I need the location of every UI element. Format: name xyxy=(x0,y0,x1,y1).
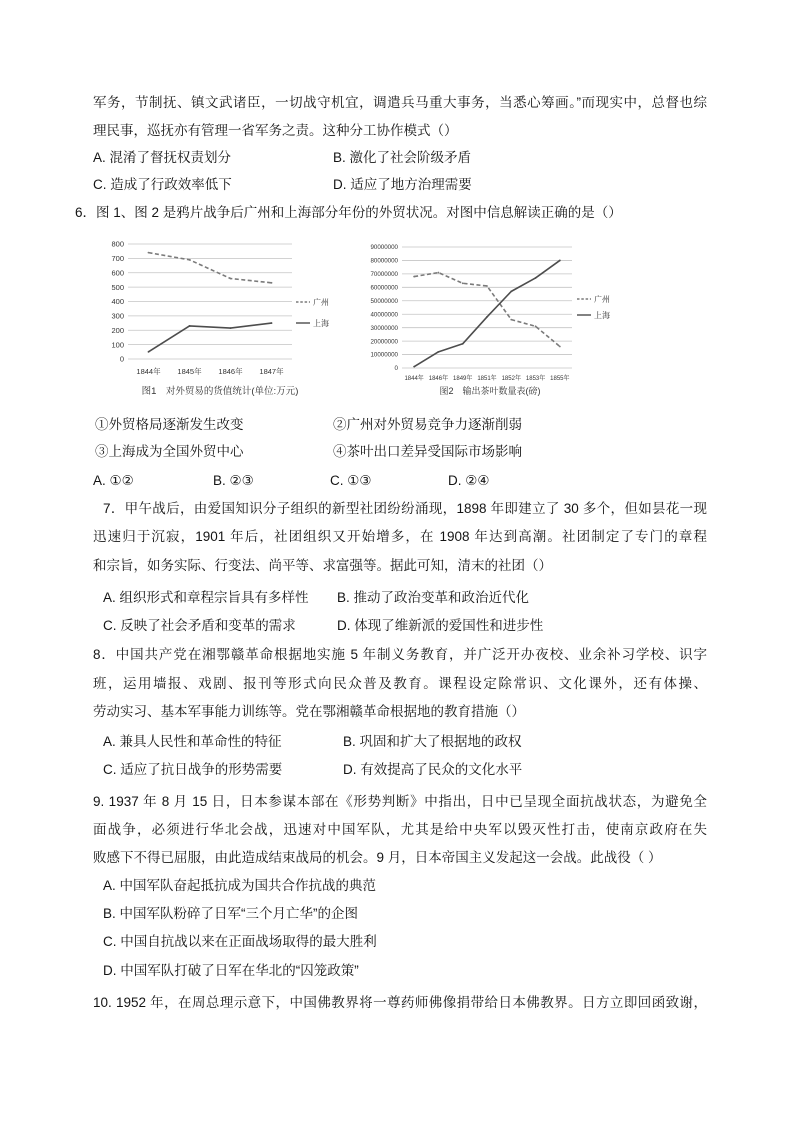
fig2-xtick-label: 1849年 xyxy=(453,376,473,382)
q7-stem-line: 和宗旨，如务实际、行变法、尚平等、求富强等。据此可知，清末的社团（） xyxy=(93,558,552,573)
figure-1-line-chart xyxy=(100,235,345,400)
q8-option-c: C. 适应了抗日战争的形势需要 xyxy=(103,762,283,777)
q5-stem-line: 理民事，巡抚亦有管理一省军务之责。这种分工协作模式（） xyxy=(93,123,458,138)
fig2-data-point xyxy=(438,351,440,353)
fig2-ytick-label: 20000000 xyxy=(370,338,398,346)
fig1-caption: 图1 对外贸易的货值统计(单位:万元) xyxy=(141,386,299,397)
fig1-ytick-label: 100 xyxy=(111,340,124,350)
fig1-data-point xyxy=(271,322,273,324)
q6-option-b: B. ②③ xyxy=(213,473,254,488)
fig1-xtick-label: 1845年 xyxy=(177,367,202,376)
fig2-ytick-label: 70000000 xyxy=(370,271,398,279)
q6-option-a: A. ①② xyxy=(93,473,134,488)
q8-stem-line: 班，运用墙报、戏剧、报刊等形式向民众普及教育。课程设定除常识、文化课外，还有体操、 xyxy=(93,676,707,691)
fig1-ytick-label: 600 xyxy=(111,268,124,278)
fig2-data-point xyxy=(486,316,488,318)
q5-option-c: C. 造成了行政效率低下 xyxy=(93,177,232,192)
fig2-ytick-label: 50000000 xyxy=(370,297,398,305)
fig1-data-point xyxy=(230,327,232,329)
q10-stem-line: 10. 1952 年，在周总理示意下，中国佛教界将一尊药师佛像捐带给日本佛教界。日方立即回函致谢， xyxy=(93,995,707,1010)
fig1-ytick-label: 400 xyxy=(111,297,124,307)
fig2-data-point xyxy=(535,325,537,327)
fig2-data-point xyxy=(559,346,561,348)
fig2-ytick-label: 80000000 xyxy=(370,257,398,265)
fig2-ytick-label: 30000000 xyxy=(370,324,398,332)
fig1-series-line-1 xyxy=(149,253,272,283)
fig1-data-point xyxy=(271,282,273,284)
fig2-caption: 图2 输出茶叶数量表(磅) xyxy=(439,386,541,396)
fig1-data-point xyxy=(189,325,191,327)
q9-stem-line: 面战争，必须进行华北会战，迅速对中国军队，尤其是给中央军以毁灭性打击，使南京政府在失 xyxy=(93,822,707,837)
fig2-ytick-label: 90000000 xyxy=(370,244,398,252)
fig2-xtick-label: 1851年 xyxy=(477,376,497,382)
fig2-data-point xyxy=(462,282,464,284)
fig1-xtick-label: 1844年 xyxy=(136,367,161,376)
q7-option-a: A. 组织形式和章程宗旨具有多样性 xyxy=(103,590,309,605)
q6-statement-1: ①外贸格局逐渐发生改变 xyxy=(95,417,244,432)
fig2-ytick-label: 60000000 xyxy=(370,284,398,292)
q9-option-b: B. 中国军队粉碎了日军“三个月亡华”的企图 xyxy=(103,906,358,921)
fig2-xtick-label: 1846年 xyxy=(428,376,449,382)
fig2-data-point xyxy=(486,285,488,287)
fig2-data-point xyxy=(535,277,537,279)
fig1-legend-label: 上海 xyxy=(313,319,329,328)
q5-option-b: B. 激化了社会阶级矛盾 xyxy=(333,150,472,165)
q7-option-d: D. 体现了维新派的爱国性和进步性 xyxy=(337,618,544,633)
fig1-series-line-2 xyxy=(149,323,272,352)
fig2-xtick-label: 1844年 xyxy=(404,376,424,382)
fig2-data-point xyxy=(510,290,512,292)
q6-statement-3: ③上海成为全国外贸中心 xyxy=(95,444,244,459)
fig1-ytick-label: 300 xyxy=(111,311,124,321)
fig2-xtick-label: 1852年 xyxy=(501,376,521,382)
fig2-data-point xyxy=(462,343,464,345)
q7-option-c: C. 反映了社会矛盾和变革的需求 xyxy=(103,618,296,633)
figure-2-line-chart xyxy=(345,235,630,400)
fig1-data-point xyxy=(148,252,150,254)
fig2-data-point xyxy=(413,366,415,368)
fig1-ytick-label: 0 xyxy=(119,354,124,364)
fig2-xtick-label: 1855年 xyxy=(550,376,570,382)
q7-stem-line: 迅速归于沉寂，1901 年后，社团组织又开始增多，在 1908 年达到高潮。社团制定了专门的章程 xyxy=(93,529,707,544)
q6-statement-4: ④茶叶出口差异受国际市场影响 xyxy=(333,444,522,459)
q6-statement-2: ②广州对外贸易竞争力逐渐削弱 xyxy=(333,417,522,432)
q9-option-c: C. 中国自抗战以来在正面战场取得的最大胜利 xyxy=(103,934,377,949)
q8-stem-line: 劳动实习、基本军事能力训练等。党在鄂湘赣革命根据地的教育措施（） xyxy=(93,704,525,719)
q6-stem: 6．图 1、图 2 是鸦片战争后广州和上海部分年份的外贸状况。对图中信息解读正确的是（） xyxy=(75,205,622,220)
fig1-ytick-label: 500 xyxy=(111,282,124,292)
fig1-legend-label: 广州 xyxy=(313,298,329,307)
fig1-data-point xyxy=(148,351,150,353)
fig1-ytick-label: 200 xyxy=(111,325,124,335)
q6-option-d: D. ②④ xyxy=(448,473,490,488)
fig2-xtick-label: 1853年 xyxy=(525,376,546,382)
fig1-xtick-label: 1846年 xyxy=(218,367,243,376)
fig2-data-point xyxy=(413,276,415,278)
fig2-legend-label: 广州 xyxy=(594,295,610,304)
q9-stem-line: 9. 1937 年 8 月 15 日，日本参谋本部在《形势判断》中指出，日中已呈现全面抗战状态，为避免全 xyxy=(93,794,707,809)
q9-stem-line: 败感下不得已屈服，由此造成结束战局的机会。9 月，日本帝国主义发起这一会战。此战役（ ） xyxy=(93,850,662,865)
fig2-series-line-1 xyxy=(414,273,560,347)
fig2-legend-label: 上海 xyxy=(594,311,610,320)
fig2-ytick-label: 0 xyxy=(394,365,398,373)
fig1-ytick-label: 800 xyxy=(111,239,124,249)
q8-option-d: D. 有效提高了民众的文化水平 xyxy=(343,762,523,777)
q5-stem-line: 军务，节制抚、镇文武诸臣，一切战守机宜，调遣兵马重大事务，当悉心筹画。”而现实中，总督也综 xyxy=(93,95,707,110)
q7-option-b: B. 推动了政治变革和政治近代化 xyxy=(337,590,530,605)
q8-option-a: A. 兼具人民性和革命性的特征 xyxy=(103,734,282,749)
q8-option-b: B. 巩固和扩大了根据地的政权 xyxy=(343,734,522,749)
q5-option-d: D. 适应了地方治理需要 xyxy=(333,177,472,192)
fig2-ytick-label: 10000000 xyxy=(370,351,398,359)
q9-option-a: A. 中国军队奋起抵抗成为国共合作抗战的典范 xyxy=(103,878,377,893)
fig1-data-point xyxy=(189,259,191,261)
fig1-xtick-label: 1847年 xyxy=(259,367,284,376)
q7-stem-line: 7．甲午战后，由爱国知识分子组织的新型社团纷纷涌现，1898 年即建立了 30 多个，但如昙花一现 xyxy=(103,501,707,516)
fig2-ytick-label: 40000000 xyxy=(370,311,398,319)
fig2-data-point xyxy=(438,272,440,274)
fig1-ytick-label: 700 xyxy=(111,254,124,263)
fig2-series-line-2 xyxy=(414,260,560,366)
fig2-data-point xyxy=(510,319,512,321)
q9-option-d: D. 中国军队打破了日军在华北的“囚笼政策” xyxy=(103,963,359,978)
q8-stem-line: 8．中国共产党在湘鄂赣革命根据地实施 5 年制义务教育，并广泛开办夜校、业余补习学校、识字 xyxy=(93,647,707,662)
q6-option-c: C. ①③ xyxy=(330,473,372,488)
q5-option-a: A. 混淆了督抚权责划分 xyxy=(93,150,232,165)
fig1-data-point xyxy=(230,278,232,280)
fig2-data-point xyxy=(559,260,561,262)
